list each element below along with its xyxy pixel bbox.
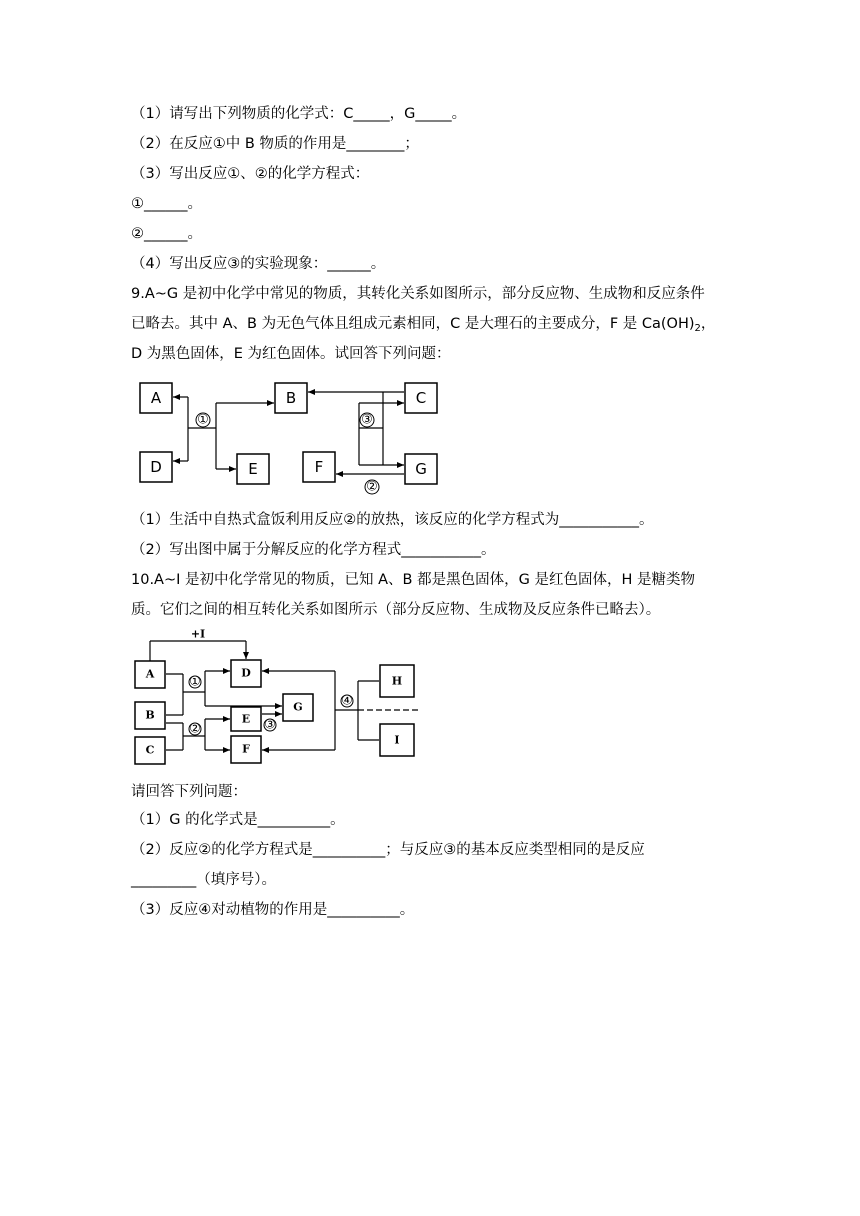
q9-node-d-label: D	[150, 458, 162, 476]
q8-part3-eq1: ①______。	[131, 196, 202, 212]
q10-part3: （3）反应④对动植物的作用是__________。	[131, 902, 415, 918]
q10-node-c-label: C	[145, 743, 155, 757]
q10-part2-line1: （2）反应②的化学方程式是__________；与反应③的基本反应类型相同的是反应	[131, 842, 645, 858]
q9-part2: （2）写出图中属于分解反应的化学方程式___________。	[131, 542, 496, 558]
q10-conversion-diagram	[125, 628, 425, 768]
q8-part1: （1）请写出下列物质的化学式：C_____，G_____。	[131, 106, 467, 122]
q10-reaction-4-label: ④	[341, 693, 353, 709]
q10-node-d-label: D	[241, 666, 251, 680]
q10-node-a-label: A	[145, 667, 155, 681]
q9-stem-subscript: 2	[694, 323, 701, 334]
q9-node-a-label: A	[150, 389, 162, 407]
q9-node-g-label: G	[415, 460, 427, 478]
q10-stem-line2: 质。它们之间的相互转化关系如图所示（部分反应物、生成物及反应条件已略去）。	[131, 602, 661, 618]
q10-node-g-label: G	[293, 700, 303, 714]
q9-stem-line2-end: ，	[700, 316, 716, 332]
q10-reaction-3-label: ③	[264, 717, 276, 733]
q10-node-i-label: I	[394, 733, 400, 747]
q9-part1: （1）生活中自热式盒饭利用反应②的放热，该反应的化学方程式为___________。	[131, 512, 654, 528]
q9-reaction-1-label: ①	[197, 412, 209, 428]
q9-conversion-diagram	[120, 370, 460, 505]
q9-node-e-label: E	[248, 460, 258, 478]
q10-node-h-label: H	[391, 674, 403, 688]
q9-stem-line2-text: 已略去。其中 A、B 为无色气体且组成元素相同，C 是大理石的主要成分，F 是 Ca(OH)	[131, 316, 695, 332]
q10-intro: 请回答下列问题：	[131, 784, 247, 800]
q10-node-f-label: F	[242, 742, 250, 756]
q9-node-f-label: F	[314, 458, 324, 476]
q9-reaction-2-label: ②	[366, 479, 378, 495]
q9-node-b-label: B	[285, 389, 297, 407]
q8-part3-eq2: ②______。	[131, 226, 202, 242]
q10-top-label: +I	[190, 628, 206, 641]
q9-stem-line2	[131, 314, 715, 339]
q8-part3: （3）写出反应①、②的化学方程式：	[131, 166, 370, 182]
q10-part1: （1）G 的化学式是__________。	[131, 812, 345, 828]
q10-node-e-label: E	[241, 712, 251, 726]
q10-stem-line1: 10.A~I 是初中化学常见的物质，已知 A、B 都是黑色固体，G 是红色固体，H 是糖类物	[131, 572, 695, 588]
q10-reaction-1-label: ①	[189, 674, 201, 690]
q8-part2: （2）在反应①中 B 物质的作用是________；	[131, 136, 419, 152]
q9-reaction-3-label: ③	[361, 412, 373, 428]
q9-stem-line3: D 为黑色固体，E 为红色固体。试回答下列问题：	[131, 346, 451, 362]
q9-node-c-label: C	[415, 389, 427, 407]
q9-stem-line1: 9.A~G 是初中化学中常见的物质，其转化关系如图所示，部分反应物、生成物和反应条件	[131, 286, 705, 302]
q10-reaction-2-label: ②	[189, 721, 201, 737]
q8-part4: （4）写出反应③的实验现象：______。	[131, 256, 386, 272]
q10-node-b-label: B	[145, 708, 155, 722]
q10-part2-line2: _________（填序号）。	[131, 872, 276, 888]
